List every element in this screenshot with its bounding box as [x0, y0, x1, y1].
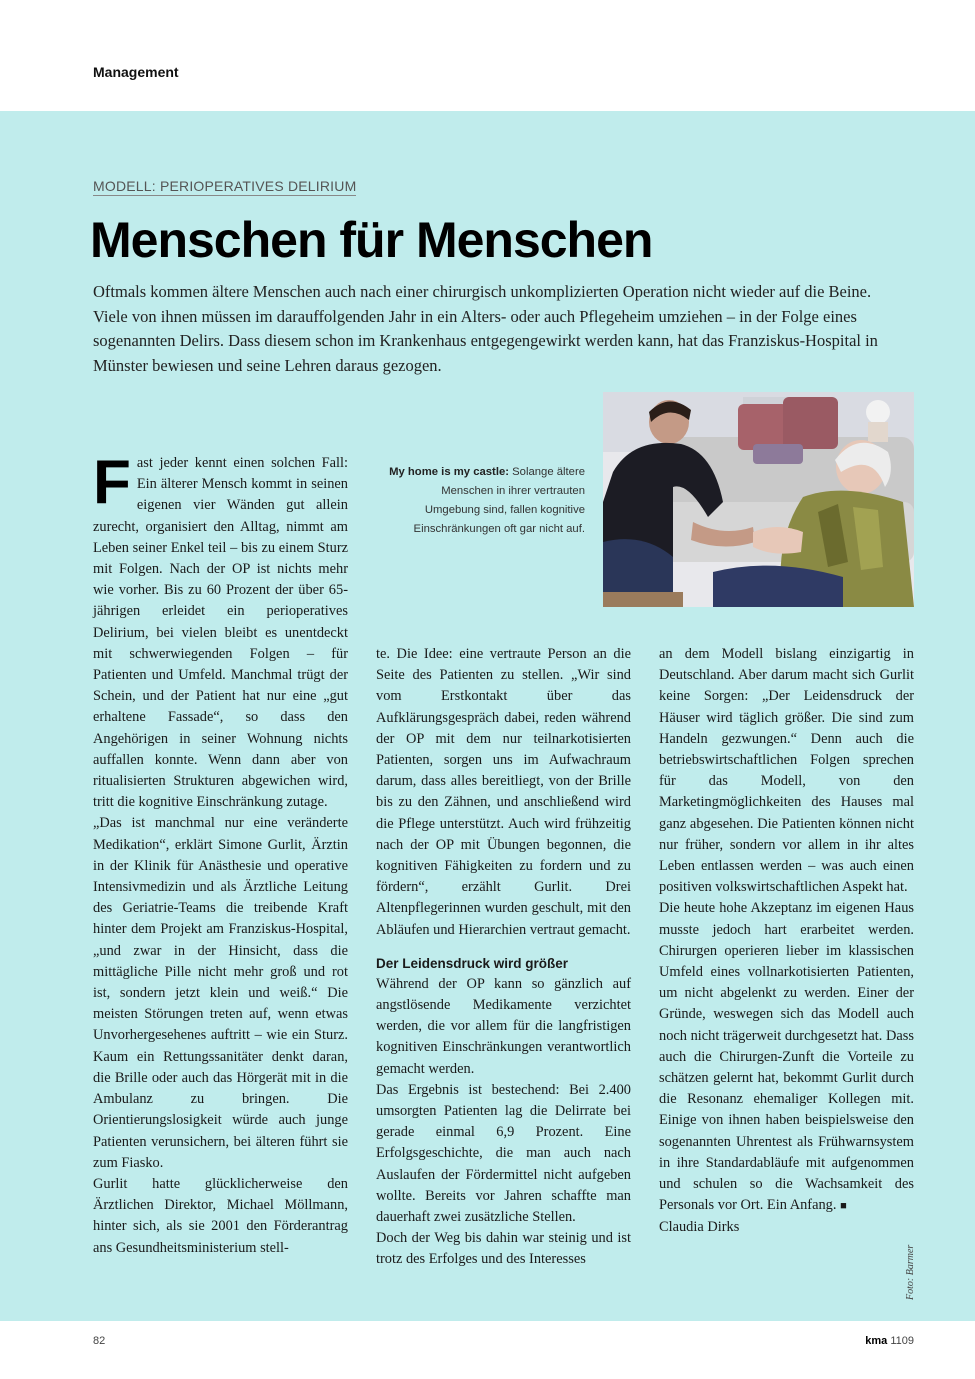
body-column-3 — [659, 644, 914, 1239]
footer-issue — [865, 1335, 914, 1347]
drop-cap: F — [93, 448, 131, 517]
body-column-2 — [376, 644, 631, 1271]
body-paragraph: „Das ist manchmal nur eine veränderte Medikation“, erklärt Simone Gurlit, Ärztin in der Klinik für Anästhesie und operative Intensivmedizin und als Ärztliche Leitung des Geriatrie-Teams die treibende Kraft hinter dem Projekt am Franziskus-Hospital, „und zwar in der Hinsicht, dass die mittägliche Pille nicht mehr groß und rot ist, sondern jetzt klein und weiß.“ Die meisten Störungen treten auf, wenn etwas Unvorhergesehenes auftritt – wie ein Sturz. Kaum ein Rettungssanitäter denkt daran, die Brille oder auch das Hörgerät mit in die Ambulanz zu bringen. Die Orientierungslosigkeit würde auch junge Patienten verunsichern, bei älteren führt sie zum Fiasko. — [93, 815, 348, 1171]
photo-caption — [388, 463, 585, 539]
caption-title: My home is my castle: — [389, 466, 509, 478]
article-headline: Menschen für Menschen — [90, 212, 653, 268]
end-mark: ■ — [840, 1200, 847, 1213]
body-paragraph: Fast jeder kennt einen solchen Fall: Ein älterer Mensch kommt in seinen eigenen vier Wänden gut allein zurecht, organisiert den Alltag, nimmt am Leben seiner Enkel teil – bis zu einem Sturz mit Folgen. Nach der OP ist nichts mehr wie vorher. Bis zu 60 Prozent der über 65-jährigen erleidet ein perioperatives Delirium, bei vielen bleibt es unentdeckt mit schwerwiegenden Folgen – für Patienten und Umfeld. Manchmal trügt der Schein, und der Patient hat nur eine „gut erhaltene Fassade“, so dass den Angehörigen in seiner Wohnung nichts auffallen konnte. Wenn dann aber von ritualisierten Strukturen abgewichen wird, tritt die kognitive Einschränkung zutage. — [93, 448, 348, 811]
issue-number: 1109 — [890, 1335, 914, 1347]
body-paragraph: Während der OP kann so gänzlich auf angstlösende Medikamente verzichtet werden, die vor allem für die langfristigen kognitiven Einschränkungen verantwortlich gemacht werden. — [376, 975, 631, 1077]
article-kicker: MODELL: PERIOPERATIVES DELIRIUM — [93, 178, 357, 194]
body-paragraph: te. Die Idee: eine vertraute Person an die Seite des Patienten zu stellen. „Wir sind vom Erstkontakt über das Aufklärungsgespräch dabei, reden während der OP mit dem nur teilnarkotisierten Patienten, sorgen uns im Aufwachraum darum, dass alles bereitliegt, von der Brille bis zu den Zähnen, und anschließend wird die Pflege unterstützt. Auch wird frühzeitig nach der OP mit Übungen begonnen, die kognitiven Fähigkeiten zu fordern und zu fördern“, erzählt Gurlit. Drei Altenpflegerinnen wurden geschult, mit den Abläufen und Hierarchien vertraut gemacht. — [376, 646, 631, 938]
article-lead: Oftmals kommen ältere Menschen auch nach einer chirurgisch unkomplizierten Operation nicht wieder auf die Beine. Viele von ihnen müssen im darauffolgenden Jahr in ein Alters- oder auch Pflegeheim umziehen – in der Folge eines sogenannten Delirs. Dass diesem schon im Krankenhaus entgegengewirkt werden kann, hat das Franziskus-Hospital in Münster bewiesen und seine Lehren daraus gezogen. — [93, 282, 878, 375]
body-paragraph: an dem Modell bislang einzigartig in Deutschland. Aber darum macht sich Gurlit keine Sorgen: „Der Leidensdruck der Häuser wird täglich größer. Die sind zum Handeln gezwungen.“ Denn auch die betriebswirtschaftlichen Folgen sprechen für das Modell, von den Marketingmöglichkeiten des Hauses mal ganz abgesehen. Die Patienten können nicht nur früher, sondern vor allem in ihr altes Leben entlassen werden – was auch einen positiven volkswirtschaftlichen Aspekt hat. — [659, 646, 914, 896]
body-column-1 — [93, 448, 348, 1259]
body-paragraph: Doch der Weg bis dahin war steinig und ist trotz des Erfolges und des Interesses — [376, 1230, 631, 1268]
article-photo — [603, 392, 914, 607]
section-label: Management — [93, 64, 179, 80]
body-paragraph: Gurlit hatte glücklicherweise den Ärztlichen Direktor, Michael Möllmann, hinter sich, als sie 2001 den Förderantrag ans Gesundheitsministerium stell- — [93, 1175, 348, 1256]
magazine-name: kma — [865, 1335, 888, 1347]
page-number: 82 — [93, 1335, 106, 1347]
body-paragraph: Die heute hohe Akzeptanz im eigenen Haus musste jedoch hart erarbeitet werden. Chirurgen operieren lieber im klassischen Umfeld eines vollnarkotisierten Patienten, um nicht abgelenkt zu werden. Einer der Gründe, weswegen sich das Modell auch noch nicht trägerweit durchgesetzt hat. Dass auch die Chirurgen-Zunft die Vorteile zu schätzen gelernt hat, bekommt Gurlit durch die Resonanz ehemaliger Kollegen mit. Einige von ihnen haben beispielsweise den sogenannten Uhrentest als Frühwarnsystem in ihre Standardabläufe mit aufgenommen und schulen so die Wachsamkeit des Personals vor Ort. Ein Anfang. ■ — [659, 900, 914, 1214]
body-subheading: Der Leidensdruck wird größer — [376, 955, 569, 971]
photo-credit: Foto: Barmer — [905, 1244, 916, 1300]
body-paragraph: Das Ergebnis ist bestechend: Bei 2.400 umsorgten Patienten lag die Delirrate bei gerade einmal 6,9 Prozent. Eine Erfolgsgeschichte, die man auch nach Auslaufen der Fördermittel nicht aufgeben wollte. Bereits vor Jahren schaffte man dauerhaft zwei zusätzliche Stellen. — [376, 1081, 631, 1226]
caption-text: Solange ältere Menschen in ihrer vertrauten Umgebung sind, fallen kognitive Einschränkungen oft gar nicht auf. — [413, 466, 585, 535]
author-name: Claudia Dirks — [659, 1219, 740, 1236]
photo-illustration — [603, 392, 914, 607]
